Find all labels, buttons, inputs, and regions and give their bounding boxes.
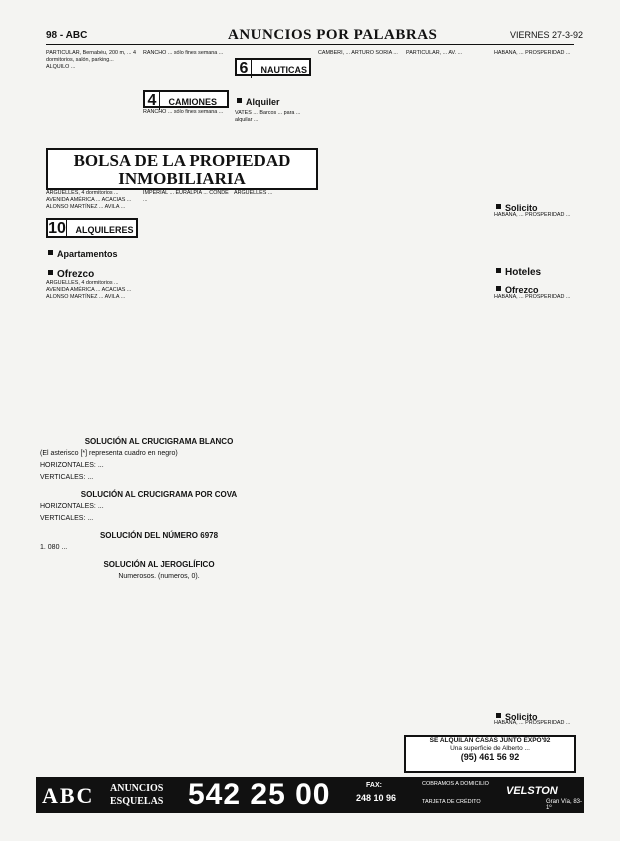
alq-col2: IMPERIAL ... EURALPIA ... CONDE ... [143, 190, 229, 203]
col2-top: RANCHO ... sólo fines semana ... [143, 50, 224, 56]
velston-logo: VELSTON [506, 785, 558, 797]
nauticas-alquiler: Alquiler [237, 92, 280, 110]
section-nauticas: 6 NAUTICAS [235, 58, 311, 76]
apartamentos-head: Apartamentos [48, 244, 118, 262]
footer-brand: ABC [42, 783, 95, 808]
footer-banner: ABC ANUNCIOS ESQUELAS 542 25 00 FAX: 248 10 96 COBRAMOS A DOMICILIO TARJETA DE CRÉDITO VELSTON Gran Vía, 83-1º [36, 777, 584, 813]
header-rule [46, 44, 574, 45]
section-camiones: 4 CAMIONES [143, 90, 229, 108]
ofrezco-head: Ofrezco [48, 264, 94, 282]
page-title: ANUNCIOS POR PALABRAS [228, 27, 438, 43]
col2-camiones-text: RANCHO ... sólo fines semana ... [143, 109, 224, 115]
page-date: VIERNES 27-3-92 [510, 30, 584, 40]
bolsa-banner: BOLSA DE LA PROPIEDAD INMOBILIARIA [46, 148, 318, 190]
alq-intro: ARGUELLES, 4 dormitorios ... AVENIDA AMÉRICA ... ACACIAS ... ALONSO MARTÍNEZ ... AVILA ... [46, 190, 132, 210]
alq-col1: ARGUELLES, 4 dormitorios ... AVENIDA AMÉRICA ... ACACIAS ... ALONSO MARTÍNEZ ... AVILA ... [46, 280, 132, 300]
footer-phone: 542 25 00 [188, 778, 331, 811]
col4: CAMBERI, ... ARTURO SORIA ... [318, 50, 398, 56]
ofrezco-head-2: Ofrezco [496, 280, 539, 298]
solicito-head-2: Solicito [496, 707, 538, 725]
col3-top: VATES ... Barcos ... para ... alquilar ... [235, 110, 301, 123]
crucigrama-area: SOLUCIÓN AL CRUCIGRAMA BLANCO (El asterisco [*] representa cuadro en negro) HORIZONTALES: ... VERTICALES: ... SOLUCIÓN AL CRUCIGRAMA POR COVA HORIZONTALES: ... VERTICALES: ... SOLUCIÓN DEL NÚMERO 6978 1. 080 ... SOLUCIÓN AL JEROGLÍFICO Numerosos. (numeros, 0). [40, 437, 238, 580]
expo-ad: SE ALQUILAN CASAS JUNTO EXPO'92 Una superficie de Alberto ... (95) 461 56 92 [404, 735, 576, 773]
hoteles-head: Hoteles [496, 262, 541, 280]
col6-solicito-text: HABANA, ... PROSPERIDAD ... [494, 212, 571, 218]
col6-hoteles: HABANA, ... PROSPERIDAD ... [494, 294, 571, 300]
col6-top: HABANA, ... PROSPERIDAD ... [494, 50, 571, 56]
col5: PARTICULAR, ... AV. ... [406, 50, 463, 56]
page-number: 98 - ABC [46, 30, 88, 41]
page-header [0, 0, 620, 46]
col6-bottom: HABANA, ... PROSPERIDAD ... [494, 720, 571, 726]
solicito-head-1: Solicito [496, 198, 538, 216]
alq-col3: ARGUELLES ... [234, 190, 273, 196]
section-alquileres: 10 ALQUILERES [46, 218, 138, 238]
col1-top: PARTICULAR, Bernabéu, 200 m, ... 4 dormitorios, salón, parking... ALQUILO ... [46, 50, 136, 70]
